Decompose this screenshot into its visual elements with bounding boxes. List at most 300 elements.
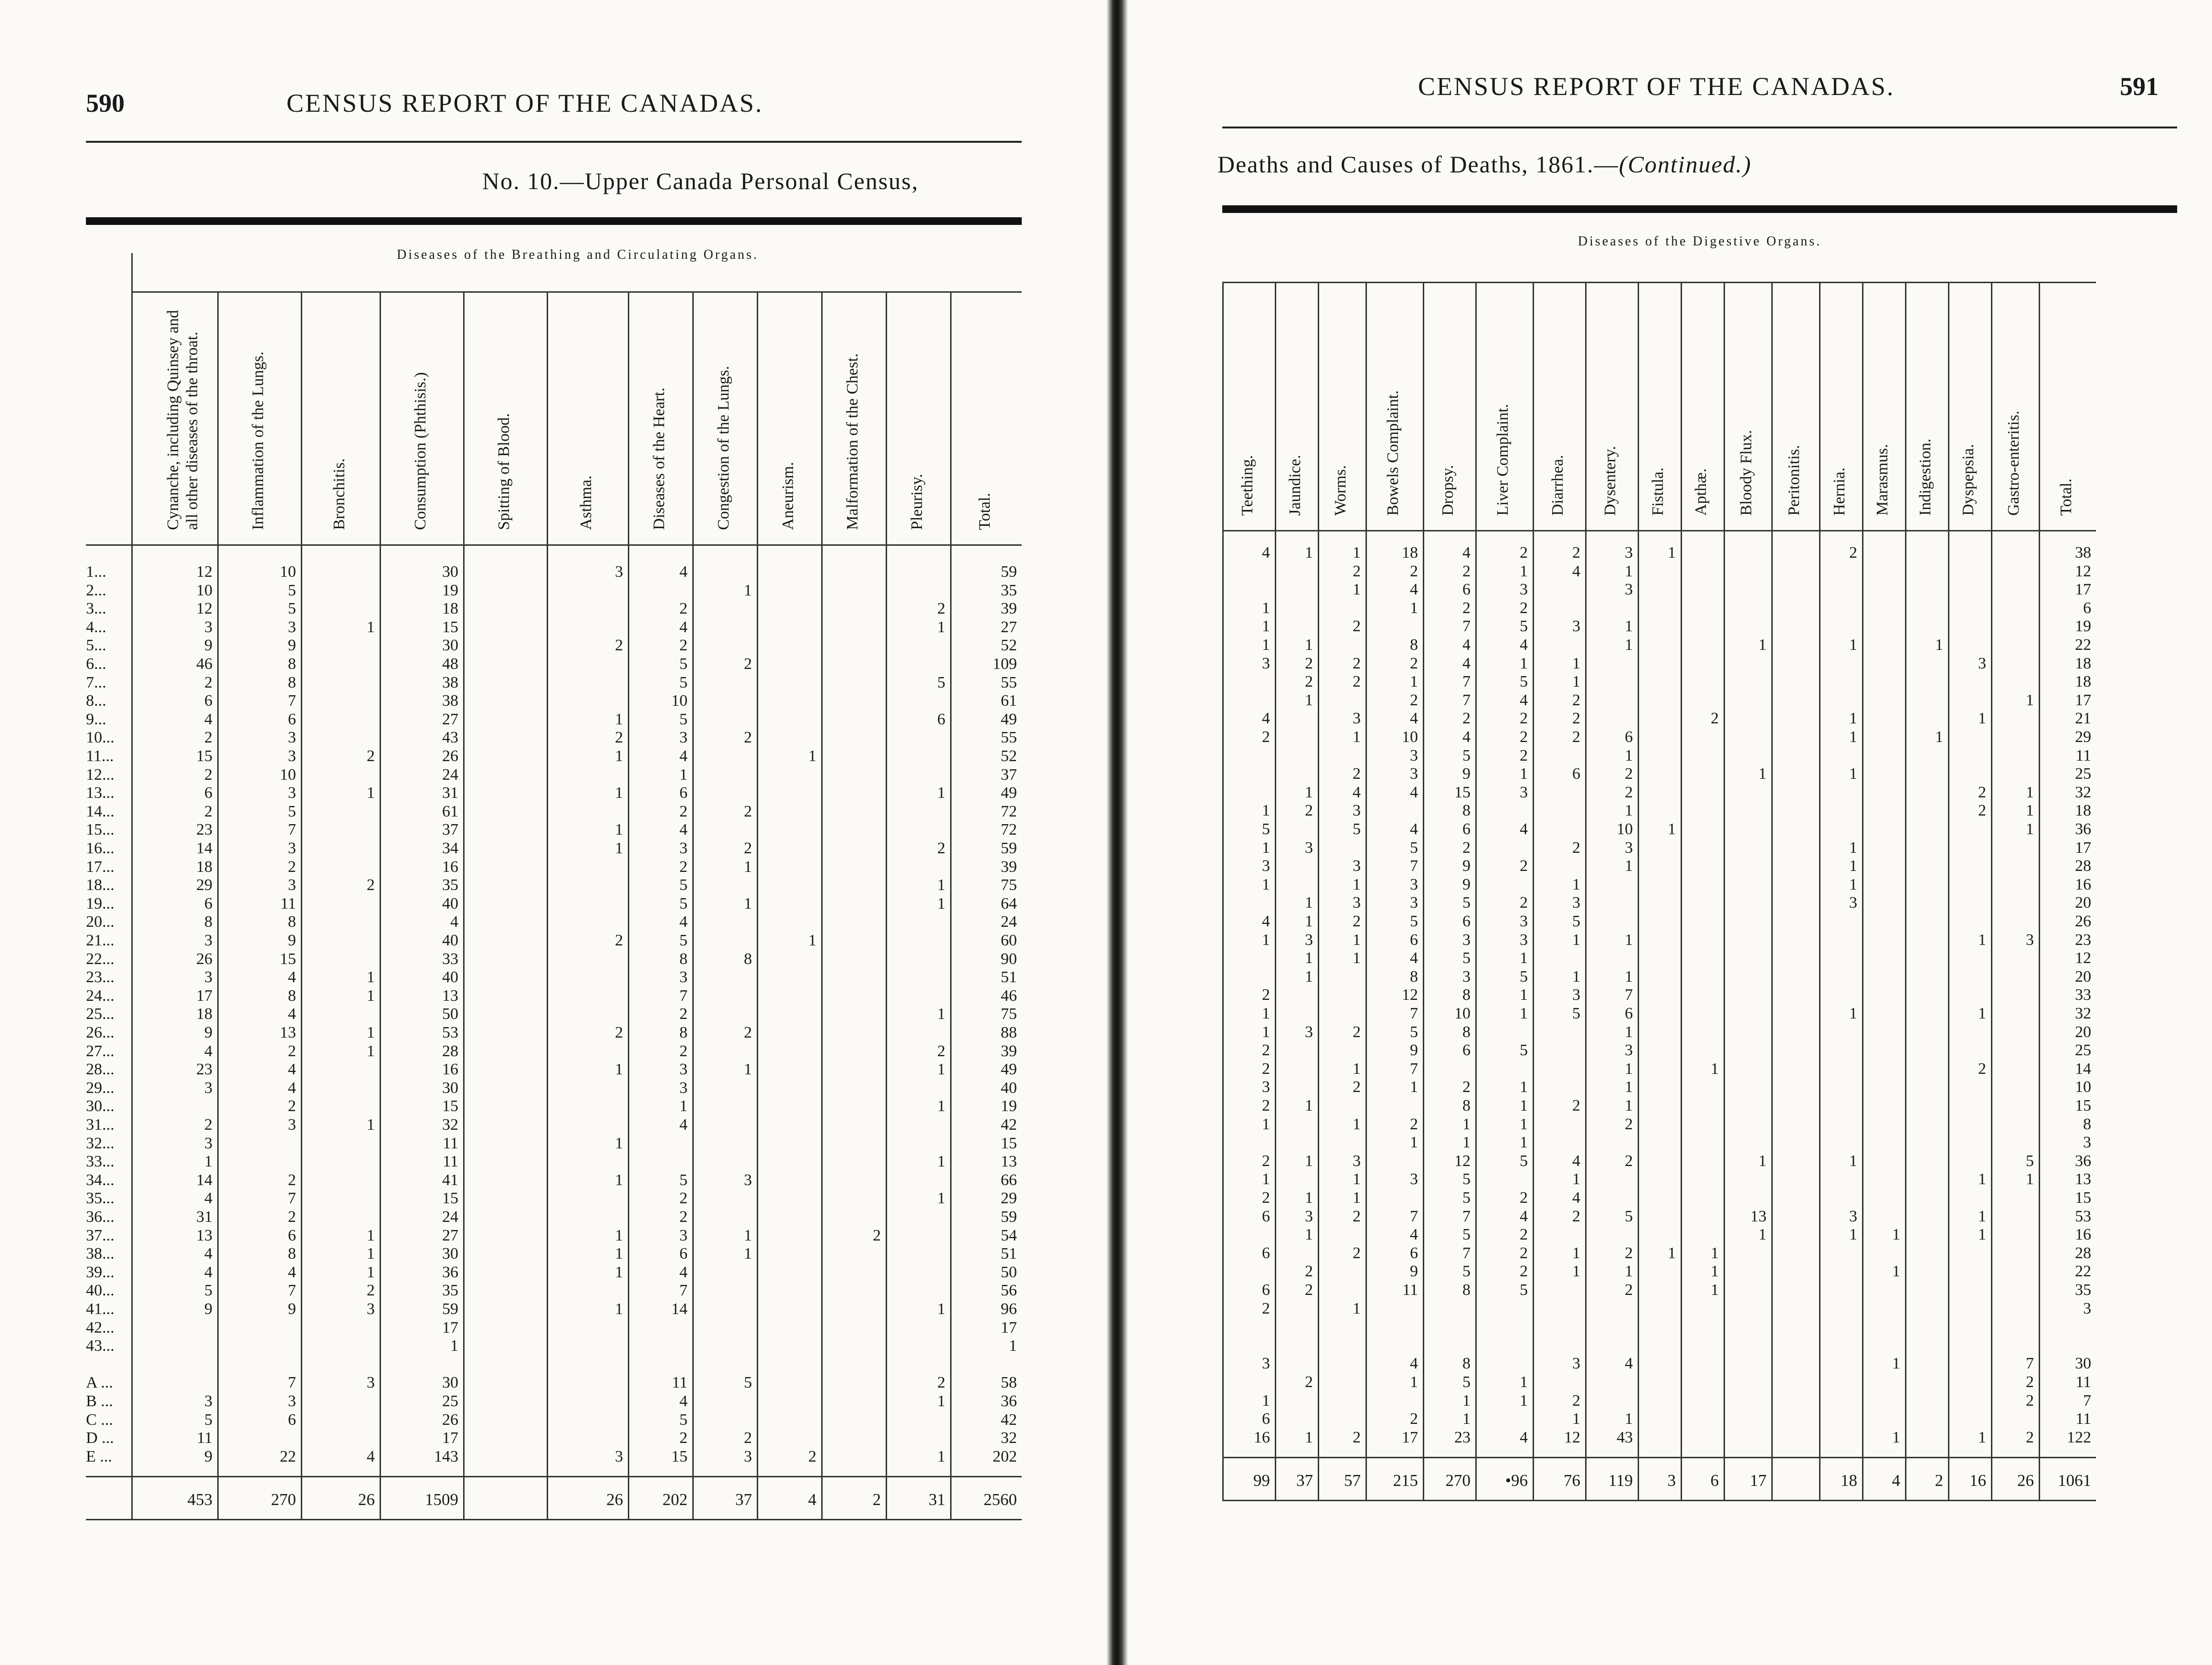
table-cell: 16 <box>2075 875 2091 893</box>
table-cell: 39 <box>1001 858 1017 876</box>
table-cell: 1 <box>1462 1134 1471 1152</box>
table-cell: 1 <box>1572 1262 1580 1281</box>
row-label: C ... <box>86 1410 113 1429</box>
table-cell: 2 <box>1520 1189 1528 1207</box>
table-cell: 35 <box>1001 581 1017 599</box>
table-cell: 2 <box>1353 1023 1361 1041</box>
table-cell: 3 <box>1520 783 1528 801</box>
row-label: 9... <box>86 710 106 728</box>
table-cell: 8 <box>679 1024 688 1041</box>
column-header: Worms. <box>1332 465 1349 516</box>
table-cell: 2 <box>1625 1115 1633 1133</box>
table-cell: 61 <box>442 802 458 820</box>
table-cell: 15 <box>196 747 212 765</box>
table-cell: 10 <box>280 765 296 784</box>
row-label: 8... <box>86 692 106 710</box>
table-cell: 3 <box>1410 765 1418 783</box>
table-cell: 5 <box>1572 912 1580 930</box>
table-cell: 66 <box>1001 1171 1017 1189</box>
row-label: 4... <box>86 618 106 636</box>
table-cell: 3 <box>1625 838 1633 857</box>
table-cell: 2 <box>1462 838 1471 857</box>
digestive-table <box>1222 215 2177 1576</box>
table-cell: 2 <box>1353 673 1361 691</box>
row-label: 20... <box>86 913 115 931</box>
table-cell: 2 <box>937 1042 945 1060</box>
table-cell: 4 <box>288 1263 296 1281</box>
row-label: 39... <box>86 1263 115 1281</box>
table-cell: 30 <box>2075 1355 2091 1373</box>
table-cell: 2 <box>615 636 623 655</box>
table-cell: 1 <box>1262 875 1270 893</box>
table-cell: 13 <box>2075 1170 2091 1188</box>
row-label: 21... <box>86 932 115 949</box>
table-cell: 1 <box>615 784 623 802</box>
table-cell: 3 <box>288 729 296 747</box>
table-cell: 38 <box>442 673 458 691</box>
table-cell: 8 <box>1462 1281 1471 1299</box>
table-cell: 1 <box>1353 1189 1361 1207</box>
table-cell: 1 <box>1305 1189 1313 1207</box>
table-cell: 7 <box>1410 857 1418 875</box>
table-cell: 1 <box>367 1042 375 1060</box>
table-cell: 3 <box>1262 857 1270 875</box>
table-cell: 5 <box>1462 1373 1471 1391</box>
column-total: 17 <box>1750 1471 1767 1490</box>
table-cell: 1 <box>1978 931 1986 949</box>
table-cell: 202 <box>993 1447 1017 1465</box>
table-cell: 12 <box>1402 986 1418 1004</box>
table-cell: 39 <box>1001 1042 1017 1060</box>
table-cell: 1 <box>1849 710 1857 728</box>
table-cell: 1 <box>1520 1391 1528 1410</box>
table-cell: 1 <box>744 1245 752 1263</box>
table-cell: 17 <box>1001 1318 1017 1336</box>
table-cell: 3 <box>1462 967 1471 986</box>
page-number: 591 <box>2120 72 2159 101</box>
table-cell: 1 <box>367 1024 375 1041</box>
column-divider <box>1585 282 1587 1500</box>
table-cell: 4 <box>679 563 688 581</box>
table-cell: 5 <box>1625 1207 1633 1225</box>
table-cell: 15 <box>2075 1189 2091 1207</box>
column-total: 18 <box>1841 1471 1857 1490</box>
table-cell: 32 <box>2075 783 2091 801</box>
table-cell: 1 <box>744 1226 752 1244</box>
table-cell: 1 <box>1262 617 1270 636</box>
table-cell: 3 <box>1572 986 1580 1004</box>
column-divider <box>1638 282 1639 1500</box>
table-cell: 1 <box>367 1116 375 1134</box>
table-cell: 2 <box>1462 562 1471 580</box>
table-cell: 19 <box>1001 1097 1017 1115</box>
column-header: Peritonitis. <box>1785 445 1803 516</box>
table-cell: 1 <box>1978 1428 1986 1446</box>
table-cell: 1 <box>1520 1115 1528 1133</box>
table-cell: 1 <box>937 1189 945 1208</box>
row-label: 35... <box>86 1189 115 1208</box>
table-cell: 1 <box>1305 1226 1313 1244</box>
row-label: 33... <box>86 1153 115 1171</box>
table-cell: 12 <box>1564 1428 1580 1446</box>
row-label: 7... <box>86 673 106 691</box>
table-cell: 1 <box>1262 1170 1270 1188</box>
table-cell: 2 <box>1305 1262 1313 1281</box>
table-cell: 32 <box>2075 1005 2091 1022</box>
table-cell: 2 <box>744 655 752 673</box>
table-cell: 1 <box>1262 1391 1270 1410</box>
table-cell: 27 <box>1001 618 1017 636</box>
table-cell: 14 <box>196 839 212 857</box>
table-cell: 2 <box>1410 1410 1418 1428</box>
table-cell: 1 <box>1520 1078 1528 1096</box>
table-cell: 2 <box>2026 1428 2034 1446</box>
table-cell: 13 <box>280 1024 296 1041</box>
table-cell: 2 <box>679 1005 688 1023</box>
column-divider <box>692 291 694 1519</box>
table-cell: 18 <box>196 858 212 876</box>
table-cell: 5 <box>1462 1189 1471 1207</box>
table-cell: 6 <box>1462 581 1471 599</box>
table-cell: 36 <box>2075 820 2091 838</box>
table-cell: 54 <box>1001 1226 1017 1244</box>
row-label: 38... <box>86 1245 115 1263</box>
table-cell: 20 <box>2075 894 2091 912</box>
table-cell: 1 <box>937 1300 945 1318</box>
table-cell: 1 <box>1849 1152 1857 1170</box>
table-cell: 7 <box>288 1282 296 1300</box>
table-cell: 7 <box>1625 986 1633 1004</box>
table-cell: 11 <box>1402 1281 1418 1299</box>
column-total: 99 <box>1253 1471 1270 1490</box>
table-cell: 2 <box>1520 599 1528 617</box>
table-cell: 5 <box>1572 1005 1580 1022</box>
table-cell: 27 <box>442 710 458 728</box>
table-cell: 49 <box>1001 1061 1017 1079</box>
table-cell: 1 <box>1625 967 1633 986</box>
table-cell: 2 <box>1353 562 1361 580</box>
table-cell: 3 <box>204 1392 212 1410</box>
table-cell: 40 <box>442 894 458 912</box>
column-header: Hernia. <box>1831 467 1848 516</box>
table-cell: 3 <box>1625 544 1633 562</box>
table-cell: 1 <box>1625 1097 1633 1114</box>
table-cell: 1 <box>615 747 623 765</box>
table-cell: 16 <box>2075 1226 2091 1244</box>
table-cell: 4 <box>679 618 688 636</box>
table-cell: 1 <box>1410 599 1418 617</box>
table-cell: 72 <box>1001 821 1017 839</box>
table-cell: 4 <box>1410 1226 1418 1244</box>
table-cell: 59 <box>1001 1208 1017 1226</box>
table-cell: 5 <box>1410 838 1418 857</box>
table-cell: 5 <box>1520 967 1528 986</box>
column-header: Consumption (Phthisis.) <box>411 372 429 530</box>
table-cell: 2 <box>679 600 688 618</box>
table-cell: 1 <box>1305 691 1313 709</box>
table-cell: 1 <box>615 839 623 857</box>
table-cell: 90 <box>1001 950 1017 968</box>
table-cell: 4 <box>1462 654 1471 672</box>
table-cell: 59 <box>1001 839 1017 857</box>
table-cell: 1 <box>1353 1060 1361 1078</box>
table-cell: 2 <box>615 932 623 949</box>
table-cell: 1 <box>1892 1355 1900 1373</box>
table-cell: 6 <box>1410 931 1418 949</box>
table-cell: 3 <box>1625 1041 1633 1060</box>
table-cell: 3 <box>1353 802 1361 820</box>
table-cell: 1 <box>679 1097 688 1115</box>
book-gutter <box>1107 0 1128 1665</box>
table-cell: 2 <box>615 729 623 747</box>
table-cell: 60 <box>1001 932 1017 949</box>
table-cell: 2 <box>1978 783 1986 801</box>
row-label: A ... <box>86 1374 113 1392</box>
table-cell: 3 <box>367 1374 375 1392</box>
table-cell: 7 <box>288 821 296 839</box>
column-total: 26 <box>358 1490 375 1509</box>
table-cell: 1 <box>1410 673 1418 691</box>
table-cell: 1 <box>808 932 816 949</box>
table-cell: 5 <box>1353 820 1361 838</box>
table-cell: 42 <box>1001 1116 1017 1134</box>
row-label: 5... <box>86 636 106 655</box>
table-cell: 15 <box>671 1447 688 1465</box>
table-cell: 1 <box>937 1392 945 1410</box>
table-cell: 9 <box>288 932 296 949</box>
table-cell: 1 <box>367 1226 375 1244</box>
table-cell: 3 <box>615 563 623 581</box>
table-cell: 13 <box>1001 1153 1017 1171</box>
table-cell: 10 <box>280 563 296 581</box>
table-cell: 1 <box>615 710 623 728</box>
column-total: 16 <box>1969 1471 1986 1490</box>
table-cell: 5 <box>679 655 688 673</box>
table-cell: 3 <box>1978 654 1986 672</box>
table-cell: 11 <box>2075 1410 2091 1428</box>
column-divider <box>886 291 887 1519</box>
table-subtitle: No. 10.—Upper Canada Personal Census, <box>482 168 919 194</box>
row-label: B ... <box>86 1392 113 1410</box>
table-cell: 1 <box>367 986 375 1005</box>
row-label: 18... <box>86 876 115 894</box>
column-total: 26 <box>606 1490 623 1509</box>
table-cell: 88 <box>1001 1024 1017 1041</box>
table-cell: 2 <box>679 1189 688 1208</box>
table-cell: 1 <box>2026 691 2034 709</box>
table-cell: 2 <box>1978 802 1986 820</box>
table-cell: 1 <box>1711 1244 1719 1262</box>
table-cell: 1 <box>937 618 945 636</box>
table-cell: 9 <box>204 1300 212 1318</box>
table-cell: 5 <box>2026 1152 2034 1170</box>
table-cell: 96 <box>1001 1300 1017 1318</box>
table-cell: 3 <box>204 1079 212 1097</box>
table-cell: 30 <box>442 563 458 581</box>
table-cell: 3 <box>1410 894 1418 912</box>
table-cell: 8 <box>204 913 212 931</box>
table-cell: 2 <box>1849 544 1857 562</box>
table-cell: 5 <box>679 710 688 728</box>
table-cell: 3 <box>367 1300 375 1318</box>
table-cell: 2 <box>1625 783 1633 801</box>
table-cell: 3 <box>2026 931 2034 949</box>
table-cell: 59 <box>1001 563 1017 581</box>
table-cell: 3 <box>679 968 688 986</box>
row-label: 13... <box>86 784 115 802</box>
table-cell: 59 <box>442 1300 458 1318</box>
table-cell: 5 <box>204 1282 212 1300</box>
table-cell: 2 <box>1353 912 1361 930</box>
table-cell: 6 <box>1462 820 1471 838</box>
row-label: E ... <box>86 1447 112 1465</box>
table-cell: 5 <box>1520 1152 1528 1170</box>
table-cell: 38 <box>2075 544 2091 562</box>
table-cell: 2 <box>937 839 945 857</box>
table-cell: 3 <box>679 729 688 747</box>
table-cell: 1 <box>1758 1226 1767 1244</box>
column-total: 37 <box>1296 1471 1313 1490</box>
table-cell: 7 <box>679 986 688 1005</box>
column-divider <box>463 291 465 1519</box>
column-total: 4 <box>1892 1471 1900 1490</box>
table-cell: 11 <box>2075 1373 2091 1391</box>
table-cell: 8 <box>1462 986 1471 1004</box>
table-cell: 12 <box>1454 1152 1471 1170</box>
table-cell: 4 <box>1410 820 1418 838</box>
table-cell: 4 <box>1262 544 1270 562</box>
table-cell: 9 <box>288 636 296 655</box>
table-cell: 3 <box>288 1116 296 1134</box>
section-banner: Diseases of the Digestive Organs. <box>1577 234 1822 249</box>
table-cell: 2 <box>1462 710 1471 728</box>
table-cell: 55 <box>1001 729 1017 747</box>
column-divider <box>1275 282 1276 1500</box>
table-cell: 5 <box>1462 1170 1471 1188</box>
table-cell: 7 <box>1462 691 1471 709</box>
row-label: 2... <box>86 581 106 599</box>
table-cell: 28 <box>2075 1244 2091 1262</box>
table-cell: 1 <box>1520 1134 1528 1152</box>
table-cell: 2 <box>204 729 212 747</box>
table-cell: 6 <box>204 894 212 912</box>
table-cell: 43 <box>442 729 458 747</box>
table-cell: 1 <box>1849 875 1857 893</box>
table-cell: 6 <box>1262 1410 1270 1428</box>
table-cell: 1 <box>1305 912 1313 930</box>
table-cell: 5 <box>679 1171 688 1189</box>
column-header: Apthæ. <box>1692 468 1710 516</box>
table-cell: 4 <box>1262 912 1270 930</box>
table-cell: 1 <box>1625 1262 1633 1281</box>
table-cell: 17 <box>2075 581 2091 599</box>
table-cell: 42 <box>1001 1410 1017 1429</box>
column-divider <box>950 291 952 1519</box>
table-cell: 33 <box>442 950 458 968</box>
table-cell: 15 <box>1001 1134 1017 1152</box>
table-cell: 1 <box>1520 765 1528 783</box>
table-cell: 72 <box>1001 802 1017 820</box>
column-header: Fistula. <box>1649 467 1667 516</box>
table-cell: 2 <box>1462 1078 1471 1096</box>
table-cell: 25 <box>442 1392 458 1410</box>
table-cell: 18 <box>2075 654 2091 672</box>
page-number: 590 <box>86 89 125 117</box>
column-header: Malformation of the Chest. <box>843 353 861 530</box>
table-cell: 1 <box>937 1005 945 1023</box>
table-cell: 3 <box>1305 1207 1313 1225</box>
table-cell: 3 <box>1520 912 1528 930</box>
table-cell: 23 <box>2075 931 2091 949</box>
table-cell: 2 <box>1262 1041 1270 1060</box>
column-header: Asthma. <box>577 475 595 530</box>
table-cell: 4 <box>679 913 688 931</box>
table-cell: 1 <box>1305 967 1313 986</box>
table-cell: 1 <box>1572 967 1580 986</box>
table-cell: 23 <box>196 821 212 839</box>
table-cell: 1 <box>2026 802 2034 820</box>
column-total: 2560 <box>984 1490 1017 1509</box>
table-cell: 1 <box>1520 654 1528 672</box>
running-head: CENSUS REPORT OF THE CANADAS. <box>1418 72 1895 101</box>
table-cell: 5 <box>288 581 296 599</box>
table-subtitle: Deaths and Causes of Deaths, 1861.—(Continued.) <box>1217 151 1752 178</box>
table-cell: 2 <box>1572 1097 1580 1114</box>
table-cell: 1 <box>1625 1078 1633 1096</box>
table-cell: 2 <box>1353 1207 1361 1225</box>
table-cell: 6 <box>1462 912 1471 930</box>
table-cell: 51 <box>1001 968 1017 986</box>
table-cell: 50 <box>442 1005 458 1023</box>
column-divider <box>131 253 133 1519</box>
table-cell: 3 <box>1625 581 1633 599</box>
column-divider <box>547 291 548 1519</box>
table-cell: 1 <box>615 821 623 839</box>
table-cell: 5 <box>1462 949 1471 967</box>
table-cell: 3 <box>1572 1355 1580 1373</box>
table-cell: 2 <box>367 1282 375 1300</box>
column-divider <box>301 291 302 1519</box>
table-cell: 4 <box>1520 820 1528 838</box>
column-total: 2 <box>1935 1471 1943 1490</box>
table-cell: 2 <box>1520 1244 1528 1262</box>
table-cell: 4 <box>1353 783 1361 801</box>
table-cell: 1 <box>615 1226 623 1244</box>
table-cell: 4 <box>1520 1428 1528 1446</box>
column-total: 31 <box>929 1490 945 1509</box>
table-cell: 7 <box>288 1189 296 1208</box>
table-cell: 5 <box>1410 1023 1418 1041</box>
table-cell: 1 <box>1410 1078 1418 1096</box>
table-cell: 11 <box>2075 746 2091 764</box>
table-cell: 3 <box>1262 1078 1270 1096</box>
table-cell: 35 <box>442 876 458 894</box>
table-cell: 40 <box>442 932 458 949</box>
table-cell: 4 <box>1520 691 1528 709</box>
column-total: 119 <box>1608 1471 1633 1490</box>
column-divider <box>757 291 758 1519</box>
table-cell: 3 <box>1849 1207 1857 1225</box>
table-cell: 4 <box>1625 1355 1633 1373</box>
table-cell: 1 <box>2026 783 2034 801</box>
table-cell: 1 <box>1849 838 1857 857</box>
table-cell: 64 <box>1001 894 1017 912</box>
table-cell: 1 <box>1625 1410 1633 1428</box>
table-cell: 6 <box>204 692 212 710</box>
table-cell: 2 <box>937 600 945 618</box>
table-cell: 2 <box>204 673 212 691</box>
table-cell: 2 <box>679 1042 688 1060</box>
